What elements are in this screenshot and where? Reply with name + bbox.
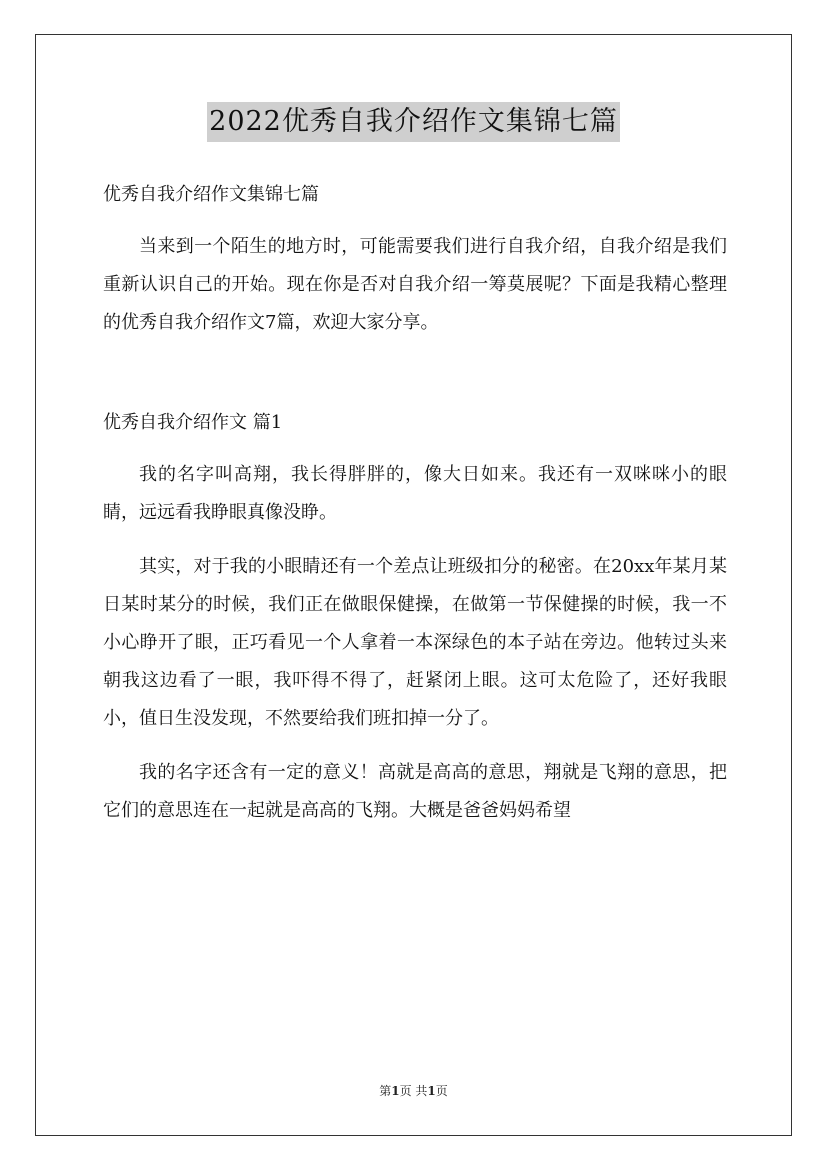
document-title: 2022优秀自我介绍作文集锦七篇 bbox=[207, 102, 620, 142]
title-wrap bbox=[0, 102, 827, 142]
document-body bbox=[103, 176, 727, 830]
intro-paragraph: 当来到一个陌生的地方时，可能需要我们进行自我介绍，自我介绍是我们重新认识自己的开始。现在你是否对自我介绍一筹莫展呢？下面是我精心整理的优秀自我介绍作文7篇，欢迎大家分享。 bbox=[103, 236, 727, 333]
footer-suffix: 页 bbox=[435, 1084, 448, 1098]
body-paragraph-2: 其实，对于我的小眼睛还有一个差点让班级扣分的秘密。在20xx年某月某日某时某分的时候，我们正在做眼保健操，在做第一节保健操的时候，我一不小心睁开了眼，正巧看见一个人拿着一本深绿色的本子站在旁边。他转过头来朝我这边看了一眼，我吓得不得了，赶紧闭上眼。这可太危险了，还好我眼小，值日生没发现，不然要给我们班扣掉一分了。 bbox=[103, 556, 727, 729]
footer-mid: 页 共 bbox=[399, 1084, 428, 1098]
footer-total-pages: 1 bbox=[427, 1084, 436, 1098]
page-footer bbox=[0, 1082, 827, 1099]
document-subtitle: 优秀自我介绍作文集锦七篇 bbox=[103, 184, 319, 205]
body-paragraph-1: 我的名字叫高翔，我长得胖胖的，像大日如来。我还有一双咪咪小的眼睛，远远看我睁眼真像没睁。 bbox=[103, 464, 727, 523]
footer-page-number: 1 bbox=[391, 1084, 400, 1098]
body-paragraph-3: 我的名字还含有一定的意义！高就是高高的意思，翔就是飞翔的意思，把它们的意思连在一起就是高高的飞翔。大概是爸爸妈妈希望 bbox=[103, 762, 727, 821]
section-heading: 优秀自我介绍作文 篇1 bbox=[103, 412, 283, 433]
footer-prefix: 第 bbox=[379, 1084, 392, 1098]
